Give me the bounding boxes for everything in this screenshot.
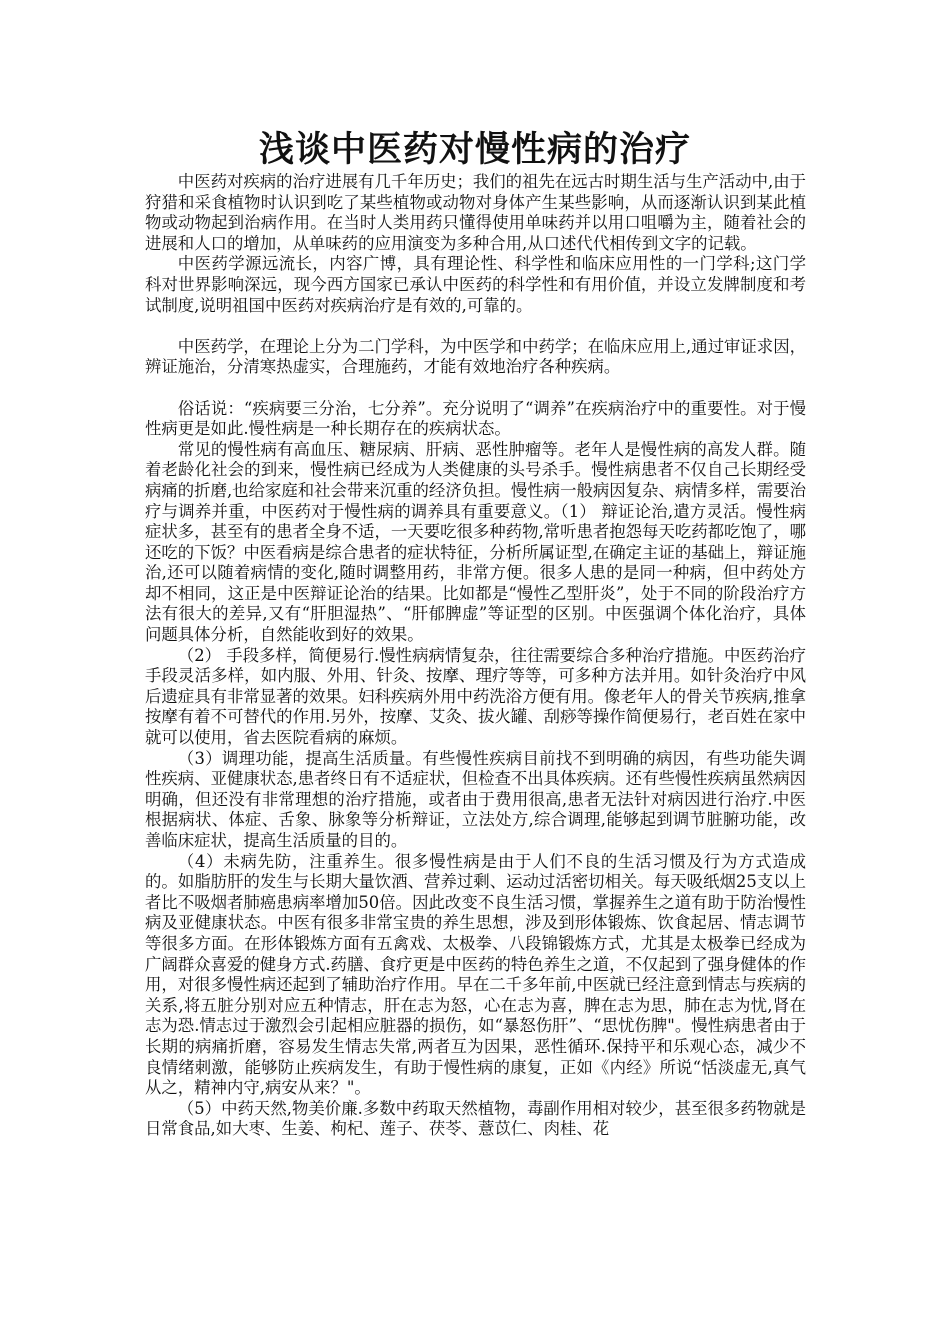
paragraph-point-5: （5）中药天然,物美价廉.多数中药取天然植物，毒副作用相对较少，甚至很多药物就是日常食品,如大枣、生姜、枸杞、莲子、茯苓、薏苡仁、肉桂、花 [145, 1098, 806, 1139]
paragraph-point-2: （2） 手段多样，简便易行.慢性病病情复杂，往往需要综合多种治疗措施。中医药治疗手段灵活多样，如内服、外用、针灸、按摩、理疗等等，可多种方法并用。如针灸治疗中风后遗症具有非常显著的效果。妇科疾病外用中药洗浴方便有用。像老年人的骨关节疾病,推拿按摩有着不可替代的作用.另外，按摩、艾灸、拔火罐、刮痧等操作简便易行，老百姓在家中就可以使用，省去医院看病的麻烦。 [145, 645, 806, 748]
paragraph-theory: 中医药学，在理论上分为二门学科，为中医学和中药学；在临床应用上,通过审证求因，辨证施治，分清寒热虚实，合理施药，才能有效地治疗各种疾病。 [145, 336, 806, 377]
document-body [145, 172, 806, 1140]
paragraph-history: 中医药对疾病的治疗进展有几千年历史；我们的祖先在远古时期生活与生产活动中,由于狩猎和采食植物时认识到吃了某些植物或动物对身体产生某些影响，从而逐渐认识到某此植物或动物起到治病作用。在当时人类用药只懂得使用单味药并以用口咀嚼为主，随着社会的进展和人口的增加，从单味药的应用演变为多种合用,从口述代代相传到文字的记载。 [145, 172, 806, 253]
paragraph-chronic-disease: 常见的慢性病有高血压、糖尿病、肝病、恶性肿瘤等。老年人是慢性病的高发人群。随着老龄化社会的到来，慢性病已经成为人类健康的头号杀手。慢性病患者不仅自己长期经受病痛的折磨,也给家庭和社会带来沉重的经济负担。慢性病一般病因复杂、病情多样，需要治疗与调养并重，中医药对于慢性病的调养具有重要意义。（1） 辩证论治,遣方灵活。慢性病症状多，甚至有的患者全身不适，一天要吃很多种药物,常听患者抱怨每天吃药都吃饱了，哪还吃的下饭？中医看病是综合患者的症状特征，分析所属证型,在确定主证的基础上，辩证施治,还可以随着病情的变化,随时调整用药，非常方便。很多人患的是同一种病，但中药处方却不相同，这正是中医辩证论治的结果。比如都是“慢性乙型肝炎”，处于不同的阶段治疗方法有很大的差异,又有“肝胆湿热”、“肝郁脾虚”等证型的区别。中医强调个体化治疗，具体问题具体分析，自然能收到好的效果。 [145, 439, 806, 645]
paragraph-point-3: （3）调理功能，提高生活质量。有些慢性疾病目前找不到明确的病因，有些功能失调性疾病、亚健康状态,患者终日有不适症状，但检查不出具体疾病。还有些慢性疾病虽然病因明确，但还没有非常理想的治疗措施，或者由于费用很高,患者无法针对病因进行治疗.中医根据病状、体症、舌象、脉象等分析辩证，立法处方,综合调理,能够起到调节脏腑功能，改善临床症状，提高生活质量的目的。 [145, 748, 806, 850]
paragraph-saying: 俗话说：“疾病要三分治，七分养”。充分说明了“调养”在疾病治疗中的重要性。对于慢性病更是如此.慢性病是一种长期存在的疾病状态。 [145, 398, 806, 439]
paragraph-point-4: （4）未病先防，注重养生。很多慢性病是由于人们不良的生活习惯及行为方式造成的。如脂肪肝的发生与长期大量饮酒、营养过剩、运动过活密切相关。每天吸纸烟25支以上者比不吸烟者肺癌患病率增加50倍。因此改变不良生活习惯，掌握养生之道有助于防治慢性病及亚健康状态。中医有很多非常宝贵的养生思想，涉及到形体锻炼、饮食起居、情志调节等很多方面。在形体锻炼方面有五禽戏、太极拳、八段锦锻炼方式，尤其是太极拳已经成为广阔群众喜爱的健身方式.药膳、食疗更是中医药的特色养生之道，不仅起到了强身健体的作用，对很多慢性病还起到了辅助治疗作用。早在二千多年前,中医就已经注意到情志与疾病的关系,将五脏分别对应五种情志，肝在志为怒，心在志为喜，脾在志为思，肺在志为忧,肾在志为恐.情志过于激烈会引起相应脏器的损伤，如“暴怒伤肝”、“思忧伤脾"。慢性病患者由于长期的病痛折磨，容易发生情志失常,两者互为因果，恶性循环.保持平和乐观心态，减少不良情绪刺激，能够防止疾病发生，有助于慢性病的康复，正如《内经》所说“恬淡虚无,真气从之，精神内守,病安从来？"。 [145, 851, 806, 1098]
document-title: 浅谈中医药对慢性病的治疗 [258, 129, 691, 170]
paragraph-discipline: 中医药学源远流长，内容广博，具有理论性、科学性和临床应用性的一门学科;这门学科对世界影响深远，现今西方国家已承认中医药的科学性和有用价值，并设立发牌制度和考试制度,说明祖国中医药对疾病治疗是有效的,可靠的。 [145, 254, 806, 315]
